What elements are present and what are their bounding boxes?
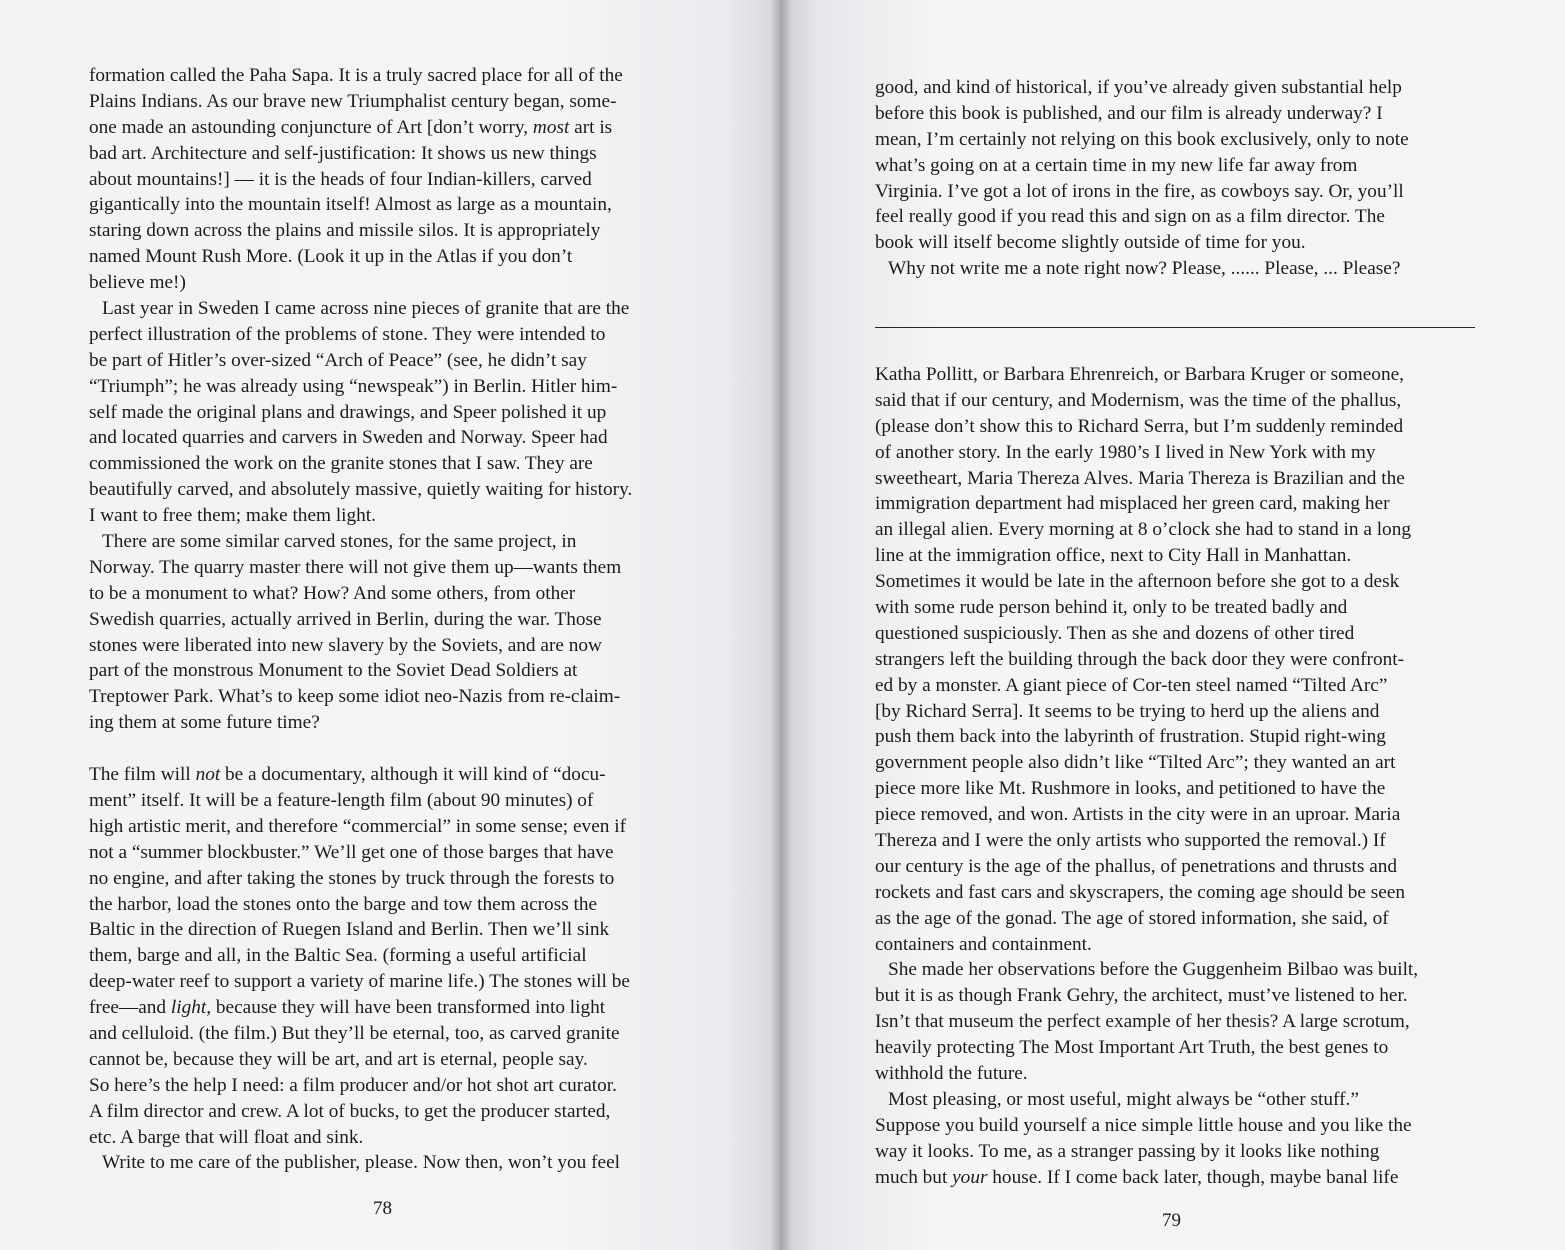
text-line: feel really good if you read this and sign on as a film director. The (875, 206, 1385, 228)
text-line: Katha Pollitt, or Barbara Ehrenreich, or Barbara Kruger or someone, (875, 364, 1404, 385)
text-line: not a “summer blockbuster.” We’ll get one of those barges that have (89, 841, 614, 863)
text-line: [by Richard Serra]. It seems to be trying to herd up the aliens and (875, 700, 1380, 722)
text-line: Last year in Sweden I came across nine pieces of granite that are the (102, 298, 630, 320)
italic-word: most (532, 116, 570, 138)
text-line: as the age of the gonad. The age of stored information, she said, of (875, 907, 1389, 929)
text-line: with some rude person behind it, only to be treated badly and (875, 597, 1348, 619)
text-line: what’s going on at a certain time in my new life far away from (875, 154, 1358, 176)
text-line: and celluloid. (the film.) But they’ll be eternal, too, as carved granite (89, 1022, 620, 1044)
page-number-right: 79 (1162, 1210, 1181, 1231)
text-line: containers and containment. (875, 933, 1092, 955)
right-page-text (875, 362, 1475, 1191)
text-line: before this book is published, and our film is already underway? I (875, 102, 1383, 124)
text-line: one made an astounding conjuncture of Art [don’t worry, most art is (89, 116, 613, 138)
text-line: cannot be, because they will be art, and art is eternal, people say. (89, 1048, 588, 1070)
text-line: I want to free them; make them light. (89, 505, 376, 527)
text-line: etc. A barge that will float and sink. (89, 1126, 364, 1148)
text-line: A film director and crew. A lot of bucks, to get the producer started, (89, 1100, 611, 1122)
text-line: gigantically into the mountain itself! Almost as large as a mountain, (89, 194, 612, 216)
text-line: perfect illustration of the problems of stone. They were intended to (89, 323, 606, 345)
text-line: the harbor, load the stones onto the barge and tow them across the (89, 893, 598, 915)
text-line: free—and light, because they will have been transformed into light (89, 997, 606, 1019)
text-line: self made the original plans and drawings, and Speer polished it up (89, 401, 607, 423)
text-line: withhold the future. (875, 1063, 1028, 1085)
text-line: beautifully carved, and absolutely massive, quietly waiting for history. (89, 479, 633, 501)
text-line: staring down across the plains and missile silos. It is appropriately (89, 220, 601, 242)
text-line: Write to me care of the publisher, please. Now then, won’t you feel (102, 1152, 620, 1174)
text-line: Isn’t that museum the perfect example of her thesis? A large scrotum, (875, 1011, 1410, 1033)
text-line: ing them at some future time? (89, 712, 320, 734)
text-line: of another story. In the early 1980’s I lived in New York with my (875, 441, 1376, 463)
text-line: Swedish quarries, actually arrived in Berlin, during the war. Those (89, 608, 602, 630)
text-line: formation called the Paha Sapa. It is a truly sacred place for all of the (89, 65, 623, 86)
text-line: Norway. The quarry master there will not give them up—wants them (89, 556, 622, 578)
text-line: The film will not be a documentary, although it will kind of “docu- (89, 764, 606, 786)
text-line: There are some similar carved stones, for the same project, in (102, 531, 577, 553)
text-line: our century is the age of the phallus, of penetrations and thrusts and (875, 855, 1398, 877)
text-line: immigration department had misplaced her green card, making her (875, 493, 1390, 515)
text-line: part of the monstrous Monument to the Soviet Dead Soldiers at (89, 660, 578, 682)
text-line: piece removed, and won. Artists in the city were in an uproar. Maria (875, 804, 1401, 826)
text-line: way it looks. To me, as a stranger passing by it looks like nothing (875, 1140, 1380, 1162)
text-line: an illegal alien. Every morning at 8 o’clock she had to stand in a long (875, 519, 1411, 541)
text-line: deep-water reef to support a variety of marine life.) The stones will be (89, 971, 630, 993)
text-line: line at the immigration office, next to City Hall in Manhattan. (875, 545, 1352, 567)
text-line: and located quarries and carvers in Sweden and Norway. Speer had (89, 427, 608, 449)
italic-word: your (952, 1166, 988, 1188)
text-line: heavily protecting The Most Important Art Truth, the best genes to (875, 1037, 1389, 1059)
text-line: mean, I’m certainly not relying on this book exclusively, only to note (875, 128, 1409, 150)
paragraph-gap (89, 736, 689, 762)
text-line: high artistic merit, and therefore “commercial” in some sense; even if (89, 815, 626, 837)
text-line: named Mount Rush More. (Look it up in the Atlas if you don’t (89, 246, 573, 268)
text-line: commissioned the work on the granite stones that I saw. They are (89, 453, 593, 475)
page-number-left: 78 (373, 1198, 392, 1219)
text-line: She made her observations before the Guggenheim Bilbao was built, (888, 959, 1419, 981)
book-gutter (770, 0, 792, 1250)
text-line: Baltic in the direction of Ruegen Island and Berlin. Then we’ll sink (89, 919, 610, 941)
italic-word: light, (170, 997, 212, 1019)
text-line: ed by a monster. A giant piece of Cor-ten steel named “Tilted Arc” (875, 674, 1388, 696)
text-line: Why not write me a note right now? Please, ...... Please, ... Please? (888, 258, 1401, 280)
left-page-text (89, 63, 689, 1176)
text-line: Sometimes it would be late in the afternoon before she got to a desk (875, 571, 1400, 593)
text-line: them, barge and all, in the Baltic Sea. (forming a useful artificial (89, 945, 587, 967)
text-line: piece more like Mt. Rushmore in looks, and petitioned to have the (875, 778, 1386, 800)
text-line: said that if our century, and Modernism, was the time of the phallus, (875, 389, 1402, 411)
text-line: Plains Indians. As our brave new Triumphalist century began, some- (89, 90, 617, 112)
text-line: Most pleasing, or most useful, might always be “other stuff.” (888, 1088, 1359, 1110)
section-divider (875, 327, 1475, 328)
text-line: government people also didn’t like “Tilted Arc”; they wanted an art (875, 752, 1396, 774)
text-line: to be a monument to what? How? And some others, from other (89, 582, 576, 604)
text-line: about mountains!] — it is the heads of four Indian-killers, carved (89, 168, 592, 190)
text-line: Suppose you build yourself a nice simple little house and you like the (875, 1114, 1412, 1136)
text-line: bad art. Architecture and self-justification: It shows us new things (89, 142, 597, 164)
text-line: Virginia. I’ve got a lot of irons in the fire, as cowboys say. Or, you’ll (875, 180, 1404, 202)
text-line: So here’s the help I need: a film producer and/or hot shot art curator. (89, 1074, 617, 1096)
text-line: stones were liberated into new slavery by the Soviets, and are now (89, 634, 602, 656)
text-line: ment” itself. It will be a feature-length film (about 90 minutes) of (89, 789, 594, 811)
text-line: book will itself become slightly outside of time for you. (875, 232, 1306, 254)
text-line: questioned suspiciously. Then as she and dozens of other tired (875, 622, 1355, 644)
text-line: no engine, and after taking the stones by truck through the forests to (89, 867, 615, 889)
text-line: (please don’t show this to Richard Serra, but I’m suddenly reminded (875, 415, 1404, 437)
right-page-top-text (875, 75, 1475, 282)
text-line: strangers left the building through the back door they were confront- (875, 648, 1405, 670)
text-line: much but your house. If I come back later, though, maybe banal life (875, 1166, 1399, 1188)
text-line: rockets and fast cars and skyscrapers, the coming age should be seen (875, 881, 1406, 903)
text-line: believe me!) (89, 272, 186, 294)
italic-word: not (195, 764, 221, 786)
text-line: sweetheart, Maria Thereza Alves. Maria Thereza is Brazilian and the (875, 467, 1405, 489)
text-line: push them back into the labyrinth of frustration. Stupid right-wing (875, 726, 1386, 748)
text-line: but it is as though Frank Gehry, the architect, must’ve listened to her. (875, 985, 1408, 1007)
text-line: Treptower Park. What’s to keep some idiot neo-Nazis from re-claim- (89, 686, 621, 708)
text-line: good, and kind of historical, if you’ve already given substantial help (875, 77, 1402, 98)
text-line: be part of Hitler’s over-sized “Arch of Peace” (see, he didn’t say (89, 349, 587, 371)
text-line: Thereza and I were the only artists who supported the removal.) If (875, 830, 1386, 852)
text-line: “Triumph”; he was already using “newspeak”) in Berlin. Hitler him- (89, 375, 618, 397)
